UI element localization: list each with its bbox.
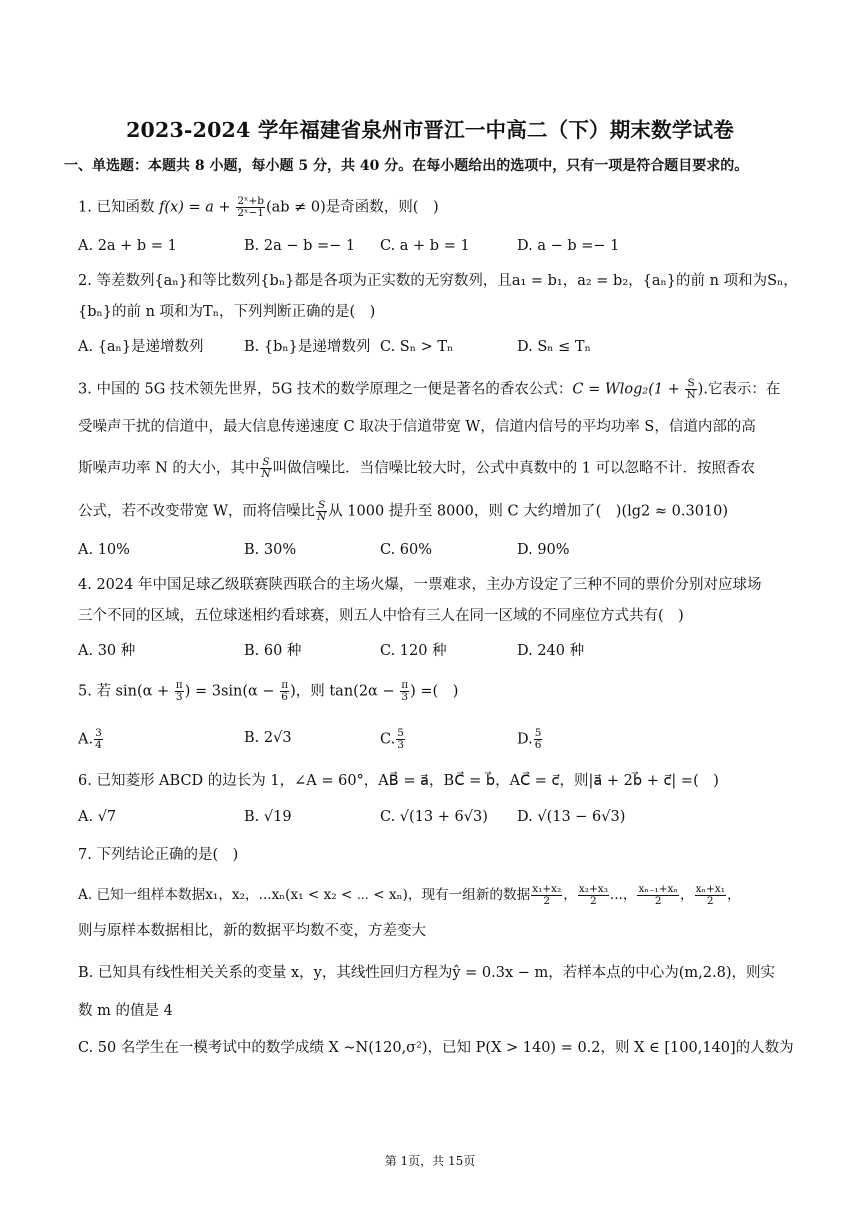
q7-a-f4d: 2 bbox=[706, 895, 714, 907]
q3-line3-a: 斯噪声功率 N 的大小，其中 bbox=[78, 460, 260, 477]
q1-option-a[interactable]: A. 2a + b = 1 bbox=[78, 238, 177, 254]
q3-snr-num: S bbox=[262, 456, 270, 468]
q5-frac1-num: π bbox=[175, 679, 183, 691]
q3-text-a: 3. 中国的 5G 技术领先世界，5G 技术的数学原理之一便是著名的香农公式： bbox=[78, 381, 573, 398]
q7-option-b-line2: 数 m 的值是 4 bbox=[78, 1003, 173, 1019]
question-3-line3 bbox=[78, 457, 755, 480]
q5-option-d[interactable] bbox=[517, 728, 543, 751]
q5-d-num: 5 bbox=[534, 727, 542, 739]
q1-text-b: (ab ≠ 0)是奇函数，则( ) bbox=[265, 199, 439, 216]
q7-option-c-line1[interactable]: C. 50 名学生在一模考试中的数学成绩 X ∼N(120,σ²)，已知 P(X > 140) = 0.2，则 X ∈ [100,140]的人数为 bbox=[78, 1040, 794, 1056]
q5-d-label: D. bbox=[517, 731, 533, 748]
q7-a-f2n: x₂+x₃ bbox=[578, 883, 608, 895]
section-heading: 一、单选题：本题共 8 小题，每小题 5 分，共 40 分。在每小题给出的选项中，只有一项是符合题目要求的。 bbox=[64, 158, 749, 174]
q3-frac-num: S bbox=[687, 377, 695, 389]
question-3-line2: 受噪声干扰的信道中，最大信息传递速度 C 取决于信道带宽 W，信道内信号的平均功率 S，信道内部的高 bbox=[78, 419, 756, 435]
q7-option-a-line1[interactable]: A. 已知一组样本数据x₁，x₂，...xₙ(x₁ < x₂ < ⋯ < xₙ)，现有一组新的数据 $\frac{\text{x₁+x₂}}{2}$ ， $\frac{\text{x₂+x₃}}{2}$ ...， $\frac{\text{xₙ₋₁+xₙ}}{2}$ ， $\frac{\text{xₙ+x₁}}{2}$ ， bbox=[78, 883, 741, 907]
q1-option-c[interactable]: C. a + b = 1 bbox=[380, 238, 470, 254]
question-7-stem: 7. 下列结论正确的是( ) bbox=[78, 847, 239, 863]
q7-a-frac3 bbox=[637, 884, 678, 907]
q3-snr2-den: N bbox=[317, 511, 327, 523]
q3-option-b[interactable]: B. 30% bbox=[244, 542, 297, 558]
q7-a-f1d: 2 bbox=[543, 895, 551, 907]
q5-frac1-den: 3 bbox=[175, 691, 183, 703]
q5-text-b: ) = 3sin(α − bbox=[184, 683, 280, 700]
q3-option-a[interactable]: A. 10% bbox=[78, 542, 130, 558]
q7-option-b-line1[interactable]: B. 已知具有线性相关关系的变量 x，y，其线性回归方程为ŷ = 0.3x − m，若样本点的中心为(m,2.8)，则实 bbox=[78, 965, 775, 981]
q1-option-d[interactable]: D. a − b =− 1 bbox=[517, 238, 620, 254]
q3-frac-den: N bbox=[686, 389, 696, 401]
q5-d-den: 6 bbox=[534, 739, 542, 751]
q3-option-c[interactable]: C. 60% bbox=[380, 542, 433, 558]
q7-a-f3n: xₙ₋₁+xₙ bbox=[638, 883, 678, 895]
q7-a-f1n: x₁+x₂ bbox=[532, 883, 562, 895]
q3-snr2-num: S bbox=[318, 499, 326, 511]
question-5-stem bbox=[78, 680, 458, 703]
q5-c-label: C. bbox=[380, 731, 396, 748]
q6-option-d[interactable]: D. √(13 − 6√3) bbox=[517, 809, 626, 825]
q5-text-c: )，则 tan(2α − bbox=[290, 683, 400, 700]
q5-a-label: A. bbox=[78, 731, 94, 748]
q4-option-b[interactable]: B. 60 种 bbox=[244, 643, 302, 659]
q3-text-b: ).它表示：在 bbox=[697, 381, 781, 398]
q5-frac-2 bbox=[280, 680, 289, 703]
q4-option-a[interactable]: A. 30 种 bbox=[78, 643, 136, 659]
q2-option-c[interactable]: C. Sₙ > Tₙ bbox=[380, 339, 454, 355]
q3-snr-fraction bbox=[260, 457, 271, 480]
question-4-line2: 三个不同的区域，五位球迷相约看球赛，则五人中恰有三人在同一区域的不同座位方式共有( ) bbox=[78, 608, 684, 624]
q4-option-c[interactable]: C. 120 种 bbox=[380, 643, 447, 659]
q7-a-frac2 bbox=[578, 884, 609, 907]
question-4-line1: 4. 2024 年中国足球乙级联赛陕西联合的主场火爆，一票难求，主办方设定了三种不同的票价分别对应球场 bbox=[78, 577, 762, 593]
q5-c-num: 5 bbox=[397, 727, 404, 739]
q1-frac-den: 2ˣ−1 bbox=[237, 207, 264, 219]
question-1-stem bbox=[78, 196, 439, 219]
q1-function: f(x) = a + bbox=[159, 199, 236, 216]
q2-option-a[interactable]: A. {aₙ}是递增数列 bbox=[78, 339, 204, 355]
q3-line4-a: 公式，若不改变带宽 W，而将信噪比 bbox=[78, 503, 316, 520]
question-2-line2: {bₙ}的前 n 项和为Tₙ，下列判断正确的是( ) bbox=[78, 304, 376, 320]
page-title: 2023-2024 学年福建省泉州市晋江一中高二（下）期末数学试卷 bbox=[126, 118, 734, 142]
q1-text-a: 1. 已知函数 bbox=[78, 199, 160, 216]
question-3-line1 bbox=[78, 378, 780, 401]
q7-a-frac4 bbox=[695, 884, 726, 907]
question-3-line4 bbox=[78, 500, 728, 523]
q3-fraction bbox=[685, 378, 696, 401]
q1-option-b[interactable]: B. 2a − b =− 1 bbox=[244, 238, 356, 254]
q3-snr-fraction-2 bbox=[316, 500, 327, 523]
question-2-line1: 2. 等差数列{aₙ}和等比数列{bₙ}都是各项为正实数的无穷数列，且a₁ = b₁，a₂ = b₂，{aₙ}的前 n 项和为Sₙ， bbox=[78, 273, 798, 289]
q7-a-text: A. 已知一组样本数据x₁，x₂，...xₙ(x₁ < x₂ < ⋯ < xₙ)，现有一组新的数据 bbox=[78, 887, 531, 903]
q5-c-frac bbox=[396, 728, 405, 751]
q7-a-f2d: 2 bbox=[590, 895, 597, 907]
q5-a-num: 3 bbox=[95, 727, 102, 739]
q5-frac-1 bbox=[175, 680, 184, 703]
q5-option-b[interactable]: B. 2√3 bbox=[244, 730, 292, 746]
q4-option-d[interactable]: D. 240 种 bbox=[517, 643, 585, 659]
q2-option-d[interactable]: D. Sₙ ≤ Tₙ bbox=[517, 339, 591, 355]
q1-fraction bbox=[236, 196, 265, 219]
q5-option-c[interactable] bbox=[380, 728, 406, 751]
question-6-stem: 6. 已知菱形 ABCD 的边长为 1，∠A = 60°，AB⃗ = a⃗，BC⃗ = b⃗，AC⃗ = c⃗，则|a⃗ + 2b⃗ + c⃗| =( ) bbox=[78, 773, 719, 789]
q5-c-den: 3 bbox=[397, 739, 404, 751]
q2-option-b[interactable]: B. {bₙ}是递增数列 bbox=[244, 339, 371, 355]
q1-frac-num: 2ˣ+b bbox=[237, 195, 264, 207]
q3-snr-den: N bbox=[261, 468, 271, 480]
q7-option-a-line2: 则与原样本数据相比，新的数据平均数不变，方差变大 bbox=[78, 923, 426, 939]
q3-option-d[interactable]: D. 90% bbox=[517, 542, 570, 558]
q6-option-c[interactable]: C. √(13 + 6√3) bbox=[380, 809, 488, 825]
q6-option-a[interactable]: A. √7 bbox=[78, 809, 117, 825]
q5-a-frac bbox=[94, 728, 103, 751]
q7-a-frac1 bbox=[531, 884, 562, 907]
q5-frac-3 bbox=[400, 680, 409, 703]
q3-line3-b: 叫做信噪比．当信噪比较大时，公式中真数中的 1 可以忽略不计．按照香农 bbox=[272, 460, 756, 477]
q5-text-d: ) =( ) bbox=[410, 683, 459, 700]
page-footer: 第 1页，共 15页 bbox=[384, 1154, 476, 1168]
q3-formula: C = Wlog₂(1 + bbox=[572, 381, 685, 398]
q6-option-b[interactable]: B. √19 bbox=[244, 809, 292, 825]
q7-a-f3d: 2 bbox=[654, 895, 662, 907]
q7-a-f4n: xₙ+x₁ bbox=[695, 883, 725, 895]
q5-d-frac bbox=[534, 728, 543, 751]
q5-text-a: 5. 若 sin(α + bbox=[78, 683, 174, 700]
q5-frac3-den: 3 bbox=[401, 691, 409, 703]
q5-option-a[interactable] bbox=[78, 728, 104, 751]
q5-a-den: 4 bbox=[95, 739, 102, 751]
q5-frac3-num: π bbox=[401, 679, 409, 691]
q3-line4-b: 从 1000 提升至 8000，则 C 大约增加了( )(lg2 ≈ 0.3010) bbox=[328, 503, 729, 520]
q5-frac2-num: π bbox=[281, 679, 289, 691]
q5-frac2-den: 6 bbox=[281, 691, 288, 703]
